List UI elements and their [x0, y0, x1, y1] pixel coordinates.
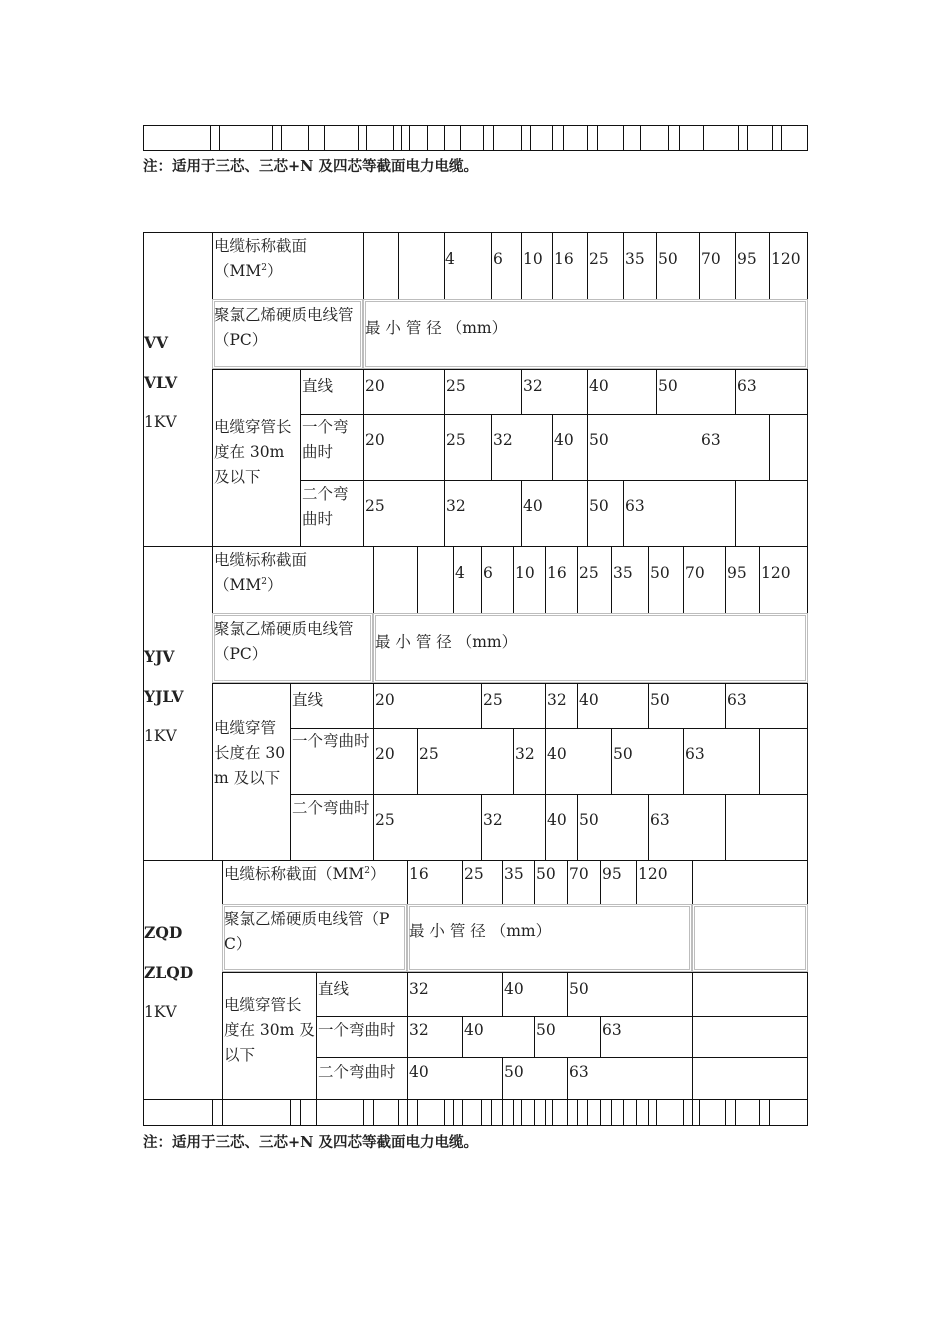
row-label-two-bend: 二个弯曲时: [318, 1063, 396, 1081]
section-value: 6: [483, 564, 493, 582]
section-value: 16: [409, 865, 429, 883]
section-value: 25: [579, 564, 599, 582]
footnote-top: 注：适用于三芯、三芯+N 及四芯等截面电力电缆。: [143, 158, 478, 175]
diameter-value: 40: [504, 980, 524, 998]
diameter-value: 20: [375, 691, 395, 709]
section-value: 4: [445, 250, 455, 268]
diameter-value: 63: [701, 431, 721, 449]
section-value: 10: [523, 250, 543, 268]
footnote-bottom: 注：适用于三芯、三芯+N 及四芯等截面电力电缆。: [143, 1134, 478, 1151]
diameter-value: 40: [547, 745, 567, 763]
diameter-value: 25: [375, 811, 395, 829]
diameter-value: 32: [483, 811, 503, 829]
section-unit: $(MM^2)$: [214, 576, 283, 594]
row-label-straight: 直线: [302, 377, 334, 395]
cable-type: VV: [144, 333, 169, 352]
section-value: 120: [771, 250, 801, 268]
diameter-value: 40: [464, 1021, 484, 1039]
min-diameter-label: 最 小 管 径 （mm）: [409, 922, 552, 940]
diameter-value: 25: [446, 377, 466, 395]
diameter-value: 40: [523, 497, 543, 515]
section-value: 70: [569, 865, 589, 883]
diameter-value: 50: [579, 811, 599, 829]
section-label: 电缆标称截面: [214, 551, 308, 569]
diameter-value: 20: [365, 431, 385, 449]
diameter-value: 50: [658, 377, 678, 395]
section-value: 6: [493, 250, 503, 268]
section-value: 4: [455, 564, 465, 582]
section-value: 95: [737, 250, 757, 268]
section-value: 16: [554, 250, 574, 268]
diameter-value: 25: [419, 745, 439, 763]
min-diameter-label: 最 小 管 径 （mm）: [375, 633, 518, 651]
section-value: 70: [685, 564, 705, 582]
cable-type: YJLV: [144, 687, 184, 706]
cable-voltage: 1KV: [144, 727, 177, 745]
section-value: 10: [515, 564, 535, 582]
diameter-value: 40: [547, 811, 567, 829]
diameter-value: 50: [536, 1021, 556, 1039]
length-label: 电缆穿管长度在 30m 及以下: [214, 418, 292, 486]
diameter-value: 32: [446, 497, 466, 515]
cable-type: YJV: [144, 647, 175, 666]
diameter-value: 25: [365, 497, 385, 515]
row-label-straight: 直线: [292, 691, 324, 709]
section-label: 电缆标称截面: [214, 237, 308, 255]
diameter-value: 32: [409, 1021, 429, 1039]
diameter-value: 40: [579, 691, 599, 709]
row-label-one-bend: 一个弯曲时: [302, 418, 349, 461]
section-value: 95: [727, 564, 747, 582]
length-label: 电缆穿管长度在 30m 及以下: [214, 719, 286, 787]
section-unit: $(MM^2)$: [214, 262, 283, 280]
cable-type: ZLQD: [144, 963, 194, 982]
diameter-value: 50: [613, 745, 633, 763]
cable-type: VLV: [144, 373, 178, 392]
diameter-value: 25: [446, 431, 466, 449]
diameter-value: 40: [589, 377, 609, 395]
section-value: 35: [625, 250, 645, 268]
diameter-value: 40: [409, 1063, 429, 1081]
section-value: 95: [602, 865, 622, 883]
pc-label: 聚氯乙烯硬质电线管（PC）: [214, 620, 354, 663]
pc-label: 聚氯乙烯硬质电线管（PC）: [224, 910, 390, 953]
diameter-value: 20: [375, 745, 395, 763]
diameter-value: 20: [365, 377, 385, 395]
pc-label: 聚氯乙烯硬质电线管（PC）: [214, 306, 354, 349]
length-label: 电缆穿管长度在 30m 及以下: [224, 996, 315, 1064]
diameter-value: 50: [650, 691, 670, 709]
section-value: 35: [613, 564, 633, 582]
section-value: 50: [650, 564, 670, 582]
section-label: 电缆标称截面$(MM^2)$: [224, 865, 386, 883]
diameter-value: 63: [685, 745, 705, 763]
row-label-two-bend: 二个弯曲时: [302, 485, 349, 528]
diameter-value: 32: [409, 980, 429, 998]
diameter-value: 50: [589, 431, 609, 449]
diameter-value: 63: [737, 377, 757, 395]
diameter-value: 63: [569, 1063, 589, 1081]
diameter-value: 63: [727, 691, 747, 709]
diameter-value: 63: [602, 1021, 622, 1039]
section-value: 120: [638, 865, 668, 883]
diameter-value: 63: [625, 497, 645, 515]
section-value: 50: [536, 865, 556, 883]
row-label-straight: 直线: [318, 980, 350, 998]
row-label-two-bend: 二个弯曲时: [292, 799, 370, 817]
diameter-value: 32: [493, 431, 513, 449]
cable-voltage: 1KV: [144, 413, 177, 431]
section-value: 25: [589, 250, 609, 268]
section-value: 35: [504, 865, 524, 883]
section-value: 16: [547, 564, 567, 582]
diameter-value: 63: [650, 811, 670, 829]
diameter-value: 25: [483, 691, 503, 709]
min-diameter-label: 最 小 管 径 （mm）: [365, 319, 508, 337]
diameter-value: 32: [523, 377, 543, 395]
diameter-value: 50: [569, 980, 589, 998]
diameter-value: 32: [515, 745, 535, 763]
diameter-value: 32: [547, 691, 567, 709]
diameter-value: 40: [554, 431, 574, 449]
section-value: 120: [761, 564, 791, 582]
diameter-value: 50: [504, 1063, 524, 1081]
cable-type: ZQD: [144, 923, 183, 942]
cable-voltage: 1KV: [144, 1003, 177, 1021]
section-value: 25: [464, 865, 484, 883]
section-value: 70: [701, 250, 721, 268]
row-label-one-bend: 一个弯曲时: [292, 732, 370, 750]
diameter-value: 50: [589, 497, 609, 515]
section-value: 50: [658, 250, 678, 268]
row-label-one-bend: 一个弯曲时: [318, 1021, 396, 1039]
